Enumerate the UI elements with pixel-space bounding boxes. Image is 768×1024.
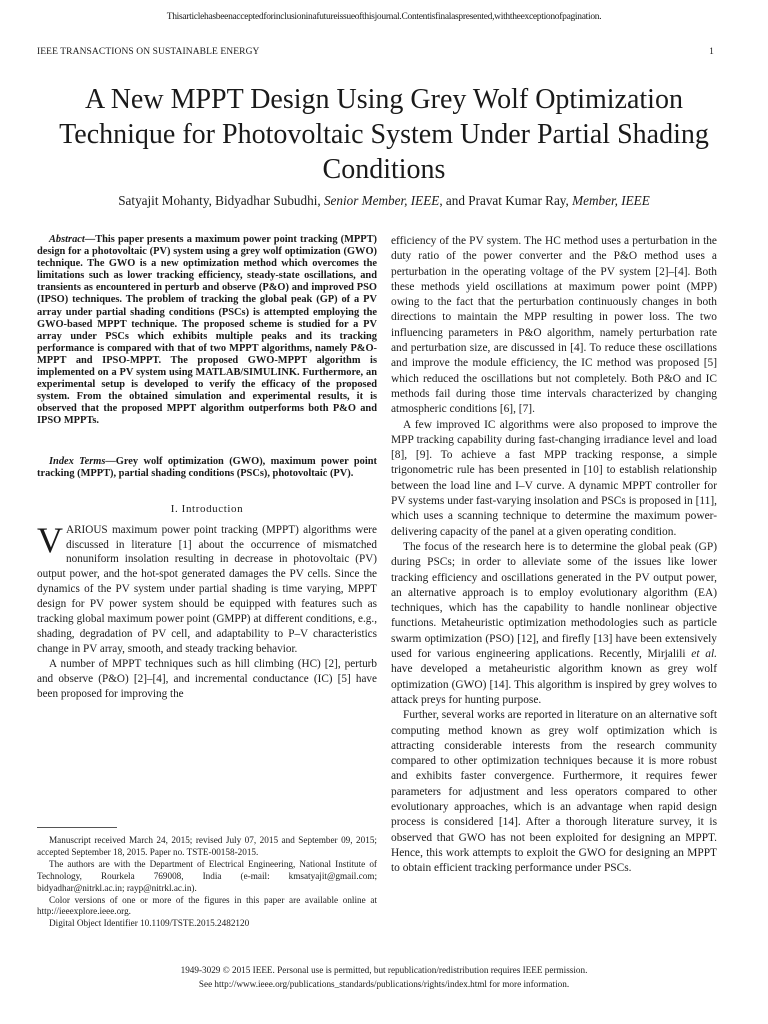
page-number: 1	[709, 47, 714, 57]
right-paragraph-3-italic: et al.	[691, 648, 717, 661]
right-column	[391, 234, 717, 876]
acceptance-note: Thisarticlehasbeenacceptedforinclusioninafutureissueofthisjournal.Contentisfinalaspresented,withtheexceptionofpagination.	[166, 12, 602, 22]
author-role-2: Member, IEEE	[572, 193, 650, 208]
abstract-text: —This paper presents a maximum power point tracking (MPPT) design for a photovoltaic (PV) system using a grey wolf optimization (GWO) technique. The GWO is a new optimization method which overcomes the limitations such as lower tracking efficiency, steady-state oscillations, and transients as encountered in perturb and observe (P&O) and improved PSO (IPSO) techniques. The problem of tracking the global peak (GP) of a PV array under partial shading conditions (PSCs) is attempted employing the GWO-based MPPT technique. The proposed scheme is studied for a PV array under PSCs which exhibits multiple peaks and its tracking performance is compared with that of two MPPT algorithms, namely P&O-MPPT and IPSO-MPPT. The proposed GWO-MPPT algorithm is implemented on a PV system using MATLAB/SIMULINK. Furthermore, an experimental setup is developed to verify the efficacy of the proposed system. From the obtained simulation and experimental results, it is observed that the proposed MPPT algorithm outperforms both P&O and IPSO MPPTs.	[37, 234, 377, 427]
intro-paragraph-1	[37, 519, 377, 657]
copyright-notice	[0, 963, 768, 991]
author-names-1: Satyajit Mohanty, Bidyadhar Subudhi,	[118, 193, 324, 208]
index-terms-text: —Grey wolf optimization (GWO), maximum power point tracking (MPPT), partial shading conditions (PSCs), photovoltaic (PV).	[37, 455, 377, 479]
footnote-divider	[37, 827, 117, 828]
journal-name: IEEE TRANSACTIONS ON SUSTAINABLE ENERGY	[37, 47, 260, 57]
running-head	[37, 47, 714, 57]
intro-paragraph-2: A number of MPPT techniques such as hill climbing (HC) [2], perturb and observe (P&O) [2]–[4], and incremental conductance (IC) [5] have been proposed for improving the	[37, 657, 377, 700]
footnote-manuscript: Manuscript received March 24, 2015; revised July 07, 2015 and September 09, 2015; accepted September 18, 2015. Paper no. TSTE-00158-2015.	[37, 835, 377, 857]
author-line	[0, 193, 768, 209]
footnote-doi: Digital Object Identifier 10.1109/TSTE.2015.2482120	[49, 918, 250, 929]
footnotes	[37, 835, 377, 930]
author-role-1: Senior Member, IEEE	[323, 193, 440, 208]
right-paragraph-2: A few improved IC algorithms were also proposed to improve the MPP tracking capability during fast-changing irradiance level and load [8], [9]. To achieve a fast MPP tracking response, a simple trigonometric rule has been presented in [10] to establish relationship between the load line and I–V curve. A dynamic MPPT controller for PV systems under fast-varying insolation and PSCs is proposed in [11], which uses a scanning technique to determine the maximum power-delivering capacity of the panel at a given operating condition.	[391, 418, 717, 538]
right-paragraph-3-b: have developed a metaheuristic algorithm known as grey wolf optimization (GWO) [14]. This algorithm is inspired by grey wolves to attack preys for hunting purpose.	[391, 663, 717, 706]
index-terms-label: Index Terms	[49, 455, 106, 467]
right-paragraph-3-a: The focus of the research here is to determine the global peak (GP) during PSCs; in order to alleviate some of the issues like lower tracking efficiency and oscillations generated in the PV output power, an alternative approach is to employ evolutionary algorithm (EA) techniques, which has the capability to handle nonlinear objective functions. Metaheuristic optimization methodologies such as particle swarm optimization (PSO) [12], and firefly [13] have been extensively used for various engineering applications. Recently, Mirjalili	[391, 540, 717, 661]
left-column	[37, 234, 377, 701]
index-terms	[37, 456, 377, 480]
abstract-label: Abstract	[49, 234, 85, 245]
copyright-line-1: 1949-3029 © 2015 IEEE. Personal use is permitted, but republication/redistribution requires IEEE permission.	[180, 965, 588, 975]
right-paragraph-3	[391, 540, 717, 708]
copyright-line-2: See http://www.ieee.org/publications_standards/publications/rights/index.html for more information.	[198, 979, 570, 989]
paper-title: A New MPPT Design Using Grey Wolf Optimization Technique for Photovoltaic System Under Partial Shading Conditions	[59, 84, 709, 185]
abstract	[37, 234, 377, 428]
right-paragraph-1: efficiency of the PV system. The HC method uses a perturbation in the duty ratio of the power converter and the P&O method uses a perturbation in the operating voltage of the PV system [2]–[4]. Both these methods yield oscillations at maximum power point (MPP) owing to the fact that the perturbation continuously changes in both directions to maintain the MPP resulting in power loss. The two influencing parameters in P&O algorithm, namely perturbation rate and perturbation size, are discussed in [4]. To reduce these oscillations and improve the module efficiency, the IC method was proposed [5] which reduced the oscillations but not completely. Both P&O and IC methods fail during those time intervals characterized by changing atmospheric conditions [6], [7].	[391, 235, 717, 416]
footnote-affiliation: The authors are with the Department of Electrical Engineering, National Institute of Technology, Rourkela 769008, India (e-mail: kmsatyajit@gmail.com; bidyadhar@nitrkl.ac.in; rayp@nitrkl.ac.in).	[37, 858, 377, 893]
drop-cap: V	[37, 519, 63, 560]
intro-paragraph-1-text: ARIOUS maximum power point tracking (MPPT) algorithms were discussed in literature [1] about the occurrence of mismatched nonuniform insolation resulting in decrease in photovoltaic (PV) output power, and the hot-spot generated damages the PV cells. Since the dynamics of the PV system under partial shading is time varying, MPPT design for PV power system should be equipped with features such as tracking global maximum power point (GMPP) at different conditions, e.g., shading, degradation of PV cell, and adaptability to P–V characteristics change in PV array, smooth, and steady tracking behavior.	[37, 523, 377, 655]
footnote-color: Color versions of one or more of the figures in this paper are available online at http://ieeexplore.ieee.org.	[37, 894, 377, 917]
right-paragraph-4: Further, several works are reported in literature on an alternative soft computing method known as grey wolf optimization which is attracting considerable interests from the research community compared to other optimization techniques because it is more robust and exhibits faster convergence. Furthermore, it requires fewer parameters for adjustment and less operators compared to other evolutionary approaches, which is an advantage when rapid design process is considered [14]. After a thorough literature survey, it is observed that GWO has not been exploited for designing an MPPT. Hence, this work attempts to exploit the GWO for designing an MPPT to obtain efficient tracking performance under PSCs.	[391, 709, 717, 875]
author-names-2: , and Pravat Kumar Ray,	[439, 193, 573, 208]
section-heading: I. Introduction	[170, 502, 244, 515]
